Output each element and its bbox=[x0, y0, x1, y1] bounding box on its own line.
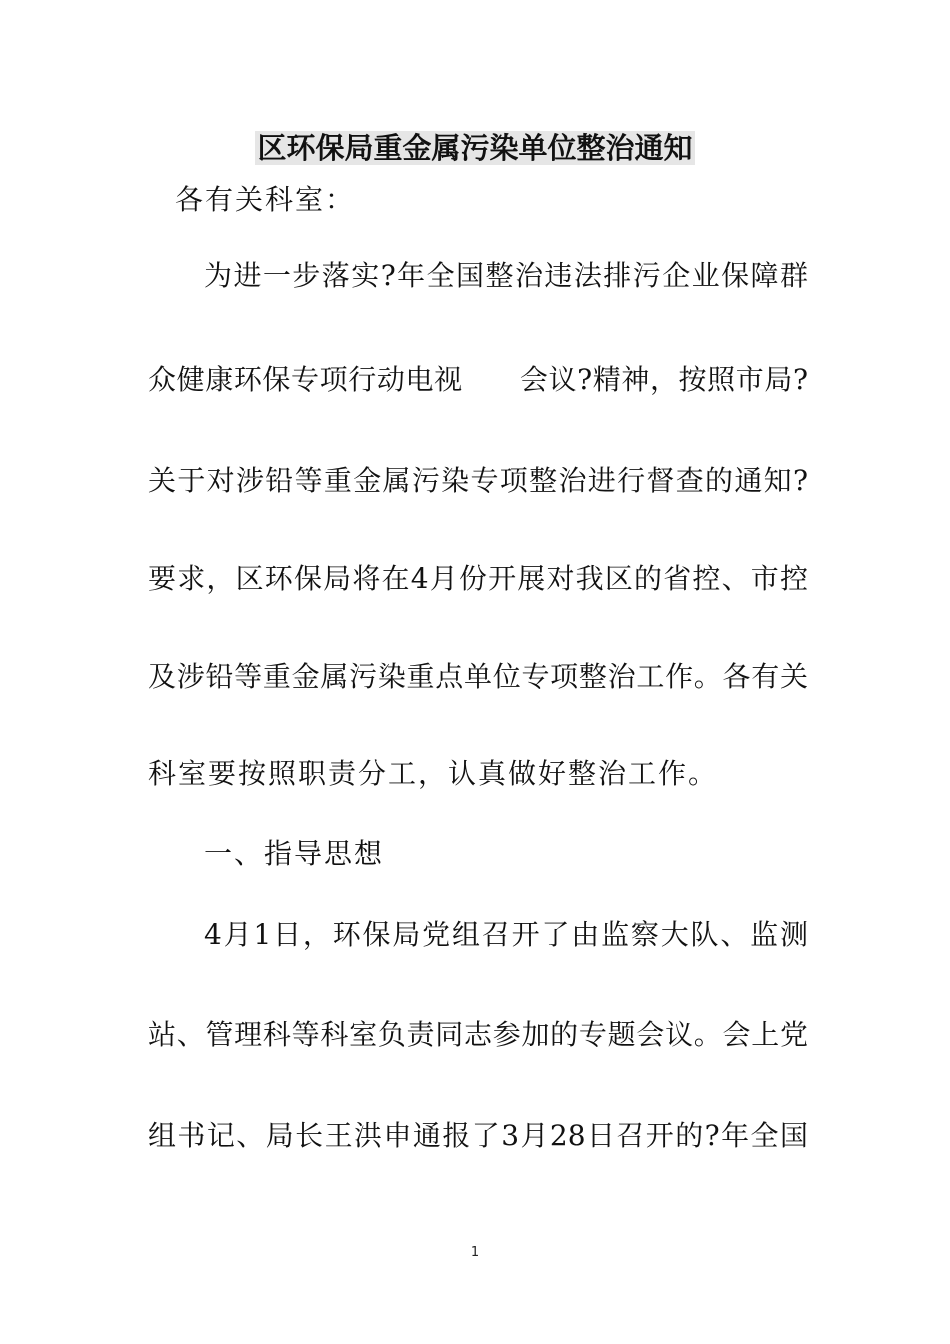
paragraph-1-line-2: 众健康环保专项行动电视 会议?精神，按照市局? bbox=[148, 363, 808, 396]
paragraph-2-line-2: 站、管理科等科室负责同志参加的专题会议。会上党 bbox=[148, 1018, 808, 1051]
document-title bbox=[0, 128, 950, 168]
paragraph-1-line-1: 为进一步落实?年全国整治违法排污企业保障群 bbox=[204, 259, 808, 292]
paragraph-1-line-6: 科室要按照职责分工，认真做好整治工作。 bbox=[148, 757, 719, 790]
paragraph-1-line-3: 关于对涉铅等重金属污染专项整治进行督查的通知? bbox=[148, 464, 808, 497]
paragraph-2-line-3: 组书记、局长王洪申通报了3月28日召开的?年全国 bbox=[148, 1119, 808, 1152]
page-number: 1 bbox=[470, 1245, 480, 1260]
salutation: 各有关科室： bbox=[175, 183, 356, 216]
section-heading-guiding-ideology: 一、指导思想 bbox=[204, 837, 385, 870]
paragraph-1-line-4: 要求，区环保局将在4月份开展对我区的省控、市控 bbox=[148, 562, 808, 595]
document-title-text: 区环保局重金属污染单位整治通知 bbox=[257, 131, 693, 165]
paragraph-2-line-1: 4月1日，环保局党组召开了由监察大队、监测 bbox=[204, 918, 808, 951]
paragraph-1-line-5: 及涉铅等重金属污染重点单位专项整治工作。各有关 bbox=[148, 660, 808, 693]
